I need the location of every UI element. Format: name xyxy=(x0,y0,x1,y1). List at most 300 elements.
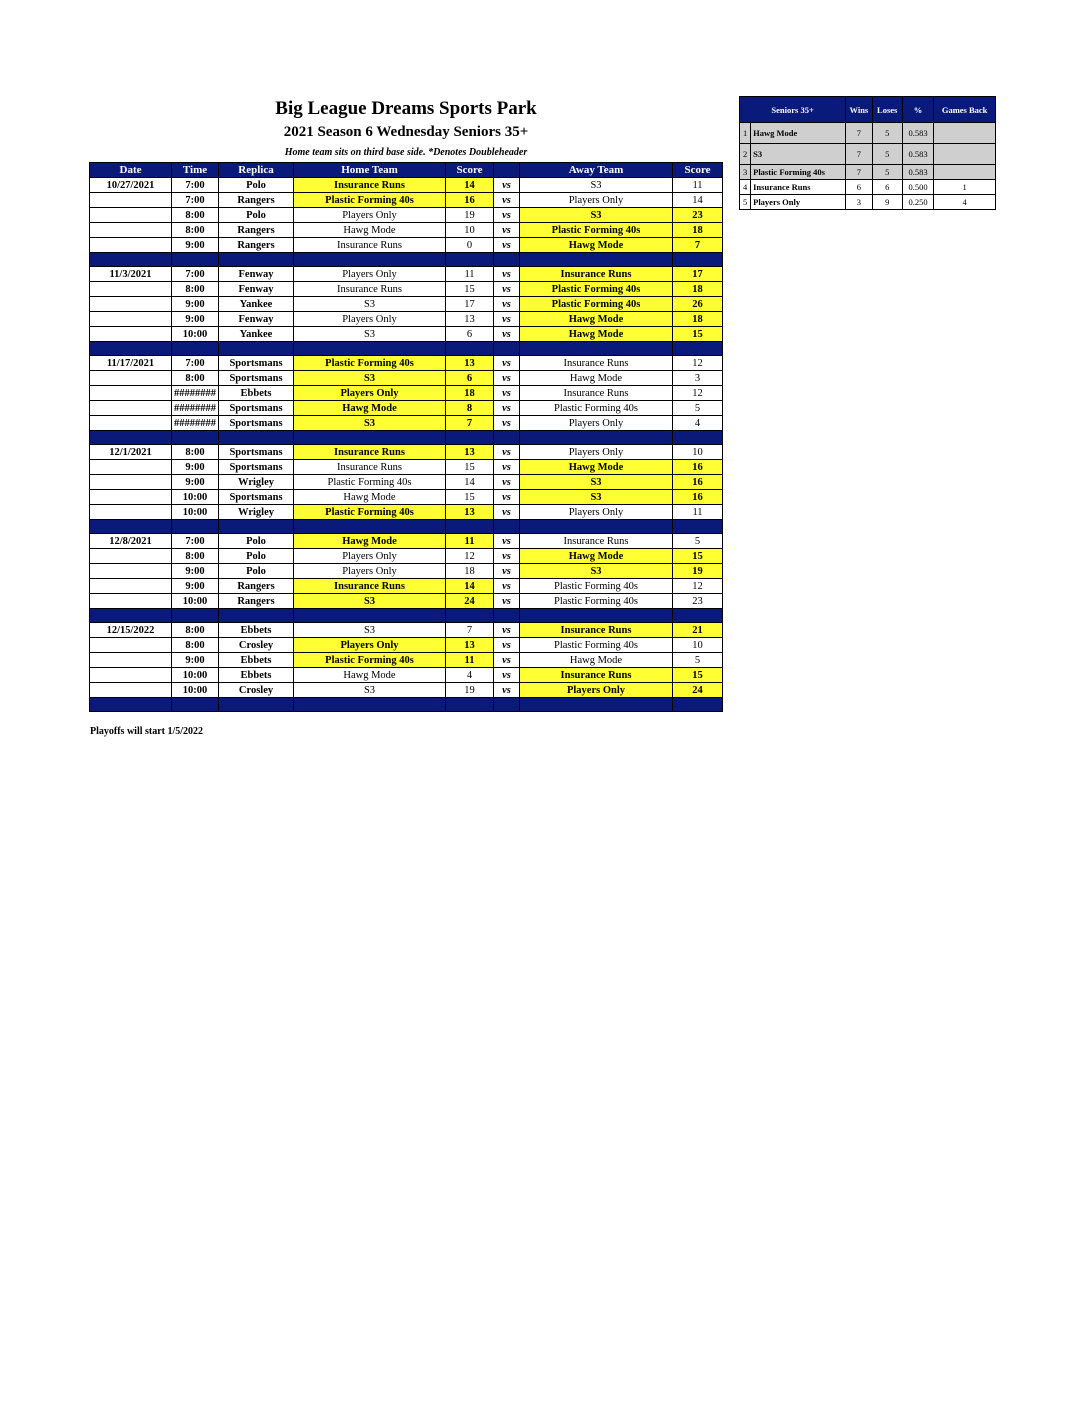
home-score: 13 xyxy=(446,445,494,460)
separator-cell xyxy=(219,253,294,267)
game-time: 8:00 xyxy=(172,371,219,386)
col-header-date: Date xyxy=(90,163,172,178)
game-time: 7:00 xyxy=(172,193,219,208)
separator-cell xyxy=(494,520,520,534)
game-time: 10:00 xyxy=(172,668,219,683)
vs-label: vs xyxy=(494,505,520,520)
game-field: Polo xyxy=(219,534,294,549)
vs-label: vs xyxy=(494,267,520,282)
standing-rank: 2 xyxy=(740,144,751,165)
home-score: 14 xyxy=(446,475,494,490)
schedule-row xyxy=(90,401,723,416)
standing-pct: 0.583 xyxy=(902,165,933,180)
playoffs-note: Playoffs will start 1/5/2022 xyxy=(90,726,204,737)
standing-rank: 1 xyxy=(740,123,751,144)
home-score: 18 xyxy=(446,564,494,579)
game-date xyxy=(90,386,172,401)
away-score: 5 xyxy=(673,401,723,416)
separator-cell xyxy=(446,431,494,445)
game-time: 9:00 xyxy=(172,475,219,490)
home-team: Plastic Forming 40s xyxy=(294,505,446,520)
away-score: 7 xyxy=(673,238,723,253)
game-field: Polo xyxy=(219,549,294,564)
standing-loses: 5 xyxy=(872,165,902,180)
game-date: 12/15/2022 xyxy=(90,623,172,638)
game-date xyxy=(90,505,172,520)
separator-cell xyxy=(294,609,446,623)
away-team: S3 xyxy=(520,564,673,579)
game-field: Ebbets xyxy=(219,668,294,683)
schedule-row xyxy=(90,594,723,609)
home-team: Plastic Forming 40s xyxy=(294,356,446,371)
standing-team: Plastic Forming 40s xyxy=(751,165,846,180)
game-field: Ebbets xyxy=(219,386,294,401)
away-score: 16 xyxy=(673,460,723,475)
schedule-row xyxy=(90,238,723,253)
away-team: S3 xyxy=(520,490,673,505)
away-team: Hawg Mode xyxy=(520,327,673,342)
home-score: 18 xyxy=(446,386,494,401)
away-team: Hawg Mode xyxy=(520,238,673,253)
away-score: 3 xyxy=(673,371,723,386)
home-score: 4 xyxy=(446,668,494,683)
home-score: 0 xyxy=(446,238,494,253)
separator-cell xyxy=(446,253,494,267)
away-team: Insurance Runs xyxy=(520,386,673,401)
home-score: 11 xyxy=(446,653,494,668)
away-team: Plastic Forming 40s xyxy=(520,401,673,416)
standings-body xyxy=(740,123,996,210)
home-team: Players Only xyxy=(294,564,446,579)
col-header-home-score: Score xyxy=(446,163,494,178)
schedule-row xyxy=(90,282,723,297)
vs-label: vs xyxy=(494,238,520,253)
away-team: S3 xyxy=(520,475,673,490)
standings-row xyxy=(740,195,996,210)
away-team: Hawg Mode xyxy=(520,460,673,475)
schedule-row xyxy=(90,505,723,520)
home-team: Hawg Mode xyxy=(294,490,446,505)
separator-cell xyxy=(219,520,294,534)
away-score: 21 xyxy=(673,623,723,638)
standings-row xyxy=(740,180,996,195)
game-time: 7:00 xyxy=(172,356,219,371)
vs-label: vs xyxy=(494,193,520,208)
standing-games-back xyxy=(934,144,996,165)
schedule-row xyxy=(90,579,723,594)
away-score: 26 xyxy=(673,297,723,312)
home-team: Players Only xyxy=(294,549,446,564)
standing-wins: 6 xyxy=(846,180,872,195)
standing-pct: 0.500 xyxy=(902,180,933,195)
schedule-row xyxy=(90,475,723,490)
home-score: 6 xyxy=(446,327,494,342)
away-score: 16 xyxy=(673,490,723,505)
game-field: Polo xyxy=(219,208,294,223)
home-team: Players Only xyxy=(294,312,446,327)
game-date: 11/17/2021 xyxy=(90,356,172,371)
game-field: Rangers xyxy=(219,594,294,609)
vs-label: vs xyxy=(494,638,520,653)
home-team: S3 xyxy=(294,371,446,386)
game-date xyxy=(90,549,172,564)
separator-cell xyxy=(673,431,723,445)
schedule-row xyxy=(90,371,723,386)
home-team: Hawg Mode xyxy=(294,668,446,683)
game-date xyxy=(90,638,172,653)
game-date: 11/3/2021 xyxy=(90,267,172,282)
col-header-time: Time xyxy=(172,163,219,178)
home-score: 14 xyxy=(446,579,494,594)
home-score: 11 xyxy=(446,267,494,282)
home-score: 10 xyxy=(446,223,494,238)
game-date xyxy=(90,683,172,698)
schedule-row xyxy=(90,534,723,549)
home-team: Players Only xyxy=(294,208,446,223)
game-field: Sportsmans xyxy=(219,490,294,505)
standing-rank: 3 xyxy=(740,165,751,180)
vs-label: vs xyxy=(494,683,520,698)
game-time: 10:00 xyxy=(172,505,219,520)
separator-cell xyxy=(520,520,673,534)
standings-header-division: Seniors 35+ xyxy=(740,97,846,123)
separator-cell xyxy=(494,609,520,623)
away-score: 14 xyxy=(673,193,723,208)
separator-cell xyxy=(90,520,172,534)
vs-label: vs xyxy=(494,401,520,416)
home-score: 13 xyxy=(446,638,494,653)
away-score: 18 xyxy=(673,312,723,327)
schedule-row xyxy=(90,208,723,223)
vs-label: vs xyxy=(494,594,520,609)
standings-row xyxy=(740,144,996,165)
schedule-row xyxy=(90,386,723,401)
schedule-row xyxy=(90,267,723,282)
vs-label: vs xyxy=(494,386,520,401)
home-team: Plastic Forming 40s xyxy=(294,653,446,668)
home-score: 14 xyxy=(446,178,494,193)
game-time: 10:00 xyxy=(172,594,219,609)
separator-cell xyxy=(673,253,723,267)
game-time: 9:00 xyxy=(172,564,219,579)
standing-wins: 7 xyxy=(846,165,872,180)
schedule-row xyxy=(90,490,723,505)
game-field: Sportsmans xyxy=(219,371,294,386)
away-score: 10 xyxy=(673,445,723,460)
vs-label: vs xyxy=(494,223,520,238)
away-score: 23 xyxy=(673,594,723,609)
standing-games-back xyxy=(934,123,996,144)
home-team: S3 xyxy=(294,297,446,312)
home-score: 13 xyxy=(446,356,494,371)
away-team: Insurance Runs xyxy=(520,267,673,282)
separator-cell xyxy=(294,253,446,267)
home-score: 13 xyxy=(446,312,494,327)
standings-header-wins: Wins xyxy=(846,97,872,123)
home-score: 15 xyxy=(446,490,494,505)
game-field: Crosley xyxy=(219,638,294,653)
page-title: Big League Dreams Sports Park xyxy=(275,98,537,119)
home-team: Insurance Runs xyxy=(294,282,446,297)
game-time: 10:00 xyxy=(172,490,219,505)
game-field: Fenway xyxy=(219,282,294,297)
home-score: 13 xyxy=(446,505,494,520)
separator-cell xyxy=(673,609,723,623)
away-team: Plastic Forming 40s xyxy=(520,594,673,609)
separator-cell xyxy=(520,698,673,712)
home-team: Players Only xyxy=(294,267,446,282)
standing-loses: 5 xyxy=(872,123,902,144)
home-score: 15 xyxy=(446,460,494,475)
away-team: S3 xyxy=(520,178,673,193)
home-score: 7 xyxy=(446,623,494,638)
away-team: Hawg Mode xyxy=(520,549,673,564)
separator-cell xyxy=(90,342,172,356)
game-field: Rangers xyxy=(219,193,294,208)
separator-cell xyxy=(90,253,172,267)
col-header-vs xyxy=(494,163,520,178)
game-date xyxy=(90,371,172,386)
game-date xyxy=(90,653,172,668)
away-score: 19 xyxy=(673,564,723,579)
away-team: Players Only xyxy=(520,193,673,208)
schedule-row xyxy=(90,327,723,342)
away-team: Plastic Forming 40s xyxy=(520,638,673,653)
home-score: 12 xyxy=(446,549,494,564)
away-team: Players Only xyxy=(520,445,673,460)
away-score: 15 xyxy=(673,549,723,564)
home-team: Insurance Runs xyxy=(294,445,446,460)
game-field: Rangers xyxy=(219,579,294,594)
game-field: Fenway xyxy=(219,312,294,327)
game-field: Ebbets xyxy=(219,653,294,668)
week-separator xyxy=(90,520,723,534)
standing-team: Hawg Mode xyxy=(751,123,846,144)
game-time: 10:00 xyxy=(172,683,219,698)
home-team: Plastic Forming 40s xyxy=(294,475,446,490)
game-time: 7:00 xyxy=(172,267,219,282)
away-team: Players Only xyxy=(520,505,673,520)
vs-label: vs xyxy=(494,564,520,579)
home-team: Hawg Mode xyxy=(294,223,446,238)
game-time: 8:00 xyxy=(172,623,219,638)
away-score: 15 xyxy=(673,668,723,683)
vs-label: vs xyxy=(494,490,520,505)
game-field: Sportsmans xyxy=(219,460,294,475)
away-team: Players Only xyxy=(520,683,673,698)
vs-label: vs xyxy=(494,178,520,193)
schedule-row xyxy=(90,312,723,327)
schedule-row xyxy=(90,653,723,668)
away-score: 23 xyxy=(673,208,723,223)
game-time: 9:00 xyxy=(172,653,219,668)
schedule-row xyxy=(90,445,723,460)
game-time: 9:00 xyxy=(172,312,219,327)
separator-cell xyxy=(172,253,219,267)
away-team: Plastic Forming 40s xyxy=(520,223,673,238)
separator-cell xyxy=(446,342,494,356)
home-team: Players Only xyxy=(294,386,446,401)
standing-rank: 4 xyxy=(740,180,751,195)
game-date xyxy=(90,208,172,223)
game-date xyxy=(90,460,172,475)
away-score: 18 xyxy=(673,282,723,297)
game-field: Ebbets xyxy=(219,623,294,638)
game-time: 9:00 xyxy=(172,238,219,253)
home-team: Hawg Mode xyxy=(294,534,446,549)
schedule-row xyxy=(90,178,723,193)
home-score: 19 xyxy=(446,208,494,223)
game-date xyxy=(90,327,172,342)
home-team: Insurance Runs xyxy=(294,579,446,594)
standing-loses: 9 xyxy=(872,195,902,210)
separator-cell xyxy=(673,342,723,356)
game-time: 9:00 xyxy=(172,579,219,594)
standing-games-back: 4 xyxy=(934,195,996,210)
game-time: 8:00 xyxy=(172,208,219,223)
standing-loses: 5 xyxy=(872,144,902,165)
home-team: Hawg Mode xyxy=(294,401,446,416)
game-field: Yankee xyxy=(219,297,294,312)
separator-cell xyxy=(294,698,446,712)
game-date xyxy=(90,416,172,431)
col-header-away-score: Score xyxy=(673,163,723,178)
separator-cell xyxy=(219,609,294,623)
game-time: 8:00 xyxy=(172,223,219,238)
separator-cell xyxy=(219,342,294,356)
game-field: Polo xyxy=(219,178,294,193)
game-date xyxy=(90,668,172,683)
vs-label: vs xyxy=(494,475,520,490)
away-score: 10 xyxy=(673,638,723,653)
separator-cell xyxy=(673,520,723,534)
away-score: 11 xyxy=(673,505,723,520)
home-score: 24 xyxy=(446,594,494,609)
standing-wins: 7 xyxy=(846,123,872,144)
separator-cell xyxy=(172,431,219,445)
standing-team: Players Only xyxy=(751,195,846,210)
separator-cell xyxy=(494,698,520,712)
home-team: S3 xyxy=(294,594,446,609)
away-score: 17 xyxy=(673,267,723,282)
away-team: Hawg Mode xyxy=(520,653,673,668)
home-score: 6 xyxy=(446,371,494,386)
schedule-row xyxy=(90,668,723,683)
away-team: Insurance Runs xyxy=(520,356,673,371)
vs-label: vs xyxy=(494,460,520,475)
page-subtitle: 2021 Season 6 Wednesday Seniors 35+ xyxy=(283,124,529,140)
separator-cell xyxy=(520,609,673,623)
standings-header-pct: % xyxy=(902,97,933,123)
away-score: 24 xyxy=(673,683,723,698)
away-score: 4 xyxy=(673,416,723,431)
week-separator xyxy=(90,698,723,712)
separator-cell xyxy=(446,698,494,712)
separator-cell xyxy=(172,342,219,356)
separator-cell xyxy=(520,342,673,356)
vs-label: vs xyxy=(494,668,520,683)
separator-cell xyxy=(219,698,294,712)
game-time: 8:00 xyxy=(172,549,219,564)
game-time: 9:00 xyxy=(172,297,219,312)
schedule-row xyxy=(90,297,723,312)
away-team: Hawg Mode xyxy=(520,371,673,386)
vs-label: vs xyxy=(494,416,520,431)
schedule-table xyxy=(89,162,723,712)
vs-label: vs xyxy=(494,282,520,297)
standings-row xyxy=(740,165,996,180)
game-date: 10/27/2021 xyxy=(90,178,172,193)
vs-label: vs xyxy=(494,549,520,564)
standing-pct: 0.583 xyxy=(902,123,933,144)
game-field: Sportsmans xyxy=(219,356,294,371)
schedule-row xyxy=(90,460,723,475)
away-team: Players Only xyxy=(520,416,673,431)
away-score: 12 xyxy=(673,356,723,371)
vs-label: vs xyxy=(494,534,520,549)
standing-pct: 0.583 xyxy=(902,144,933,165)
game-date xyxy=(90,238,172,253)
game-date xyxy=(90,490,172,505)
standings-row xyxy=(740,123,996,144)
game-time: 10:00 xyxy=(172,327,219,342)
col-header-replica: Replica xyxy=(219,163,294,178)
home-score: 17 xyxy=(446,297,494,312)
standing-team: S3 xyxy=(751,144,846,165)
standing-pct: 0.250 xyxy=(902,195,933,210)
home-score: 19 xyxy=(446,683,494,698)
separator-cell xyxy=(90,431,172,445)
home-team: Plastic Forming 40s xyxy=(294,193,446,208)
game-time: 7:00 xyxy=(172,534,219,549)
away-score: 5 xyxy=(673,653,723,668)
home-score: 15 xyxy=(446,282,494,297)
away-team: Insurance Runs xyxy=(520,668,673,683)
game-date xyxy=(90,193,172,208)
week-separator xyxy=(90,342,723,356)
schedule-row xyxy=(90,549,723,564)
game-time: 9:00 xyxy=(172,460,219,475)
vs-label: vs xyxy=(494,371,520,386)
home-team: S3 xyxy=(294,683,446,698)
home-team: S3 xyxy=(294,327,446,342)
vs-label: vs xyxy=(494,445,520,460)
week-separator xyxy=(90,609,723,623)
away-team: Plastic Forming 40s xyxy=(520,297,673,312)
away-score: 12 xyxy=(673,579,723,594)
away-score: 12 xyxy=(673,386,723,401)
standing-team: Insurance Runs xyxy=(751,180,846,195)
game-field: Rangers xyxy=(219,223,294,238)
away-team: Plastic Forming 40s xyxy=(520,579,673,594)
standing-wins: 7 xyxy=(846,144,872,165)
vs-label: vs xyxy=(494,653,520,668)
game-field: Sportsmans xyxy=(219,445,294,460)
game-field: Yankee xyxy=(219,327,294,342)
away-team: Hawg Mode xyxy=(520,312,673,327)
separator-cell xyxy=(494,431,520,445)
home-score: 8 xyxy=(446,401,494,416)
standing-games-back: 1 xyxy=(934,180,996,195)
separator-cell xyxy=(494,342,520,356)
schedule-row xyxy=(90,683,723,698)
standings-header-row xyxy=(740,97,996,123)
game-time: ######## xyxy=(172,386,219,401)
game-date: 12/1/2021 xyxy=(90,445,172,460)
standings-table xyxy=(739,96,996,210)
col-header-away-team: Away Team xyxy=(520,163,673,178)
schedule-row xyxy=(90,638,723,653)
